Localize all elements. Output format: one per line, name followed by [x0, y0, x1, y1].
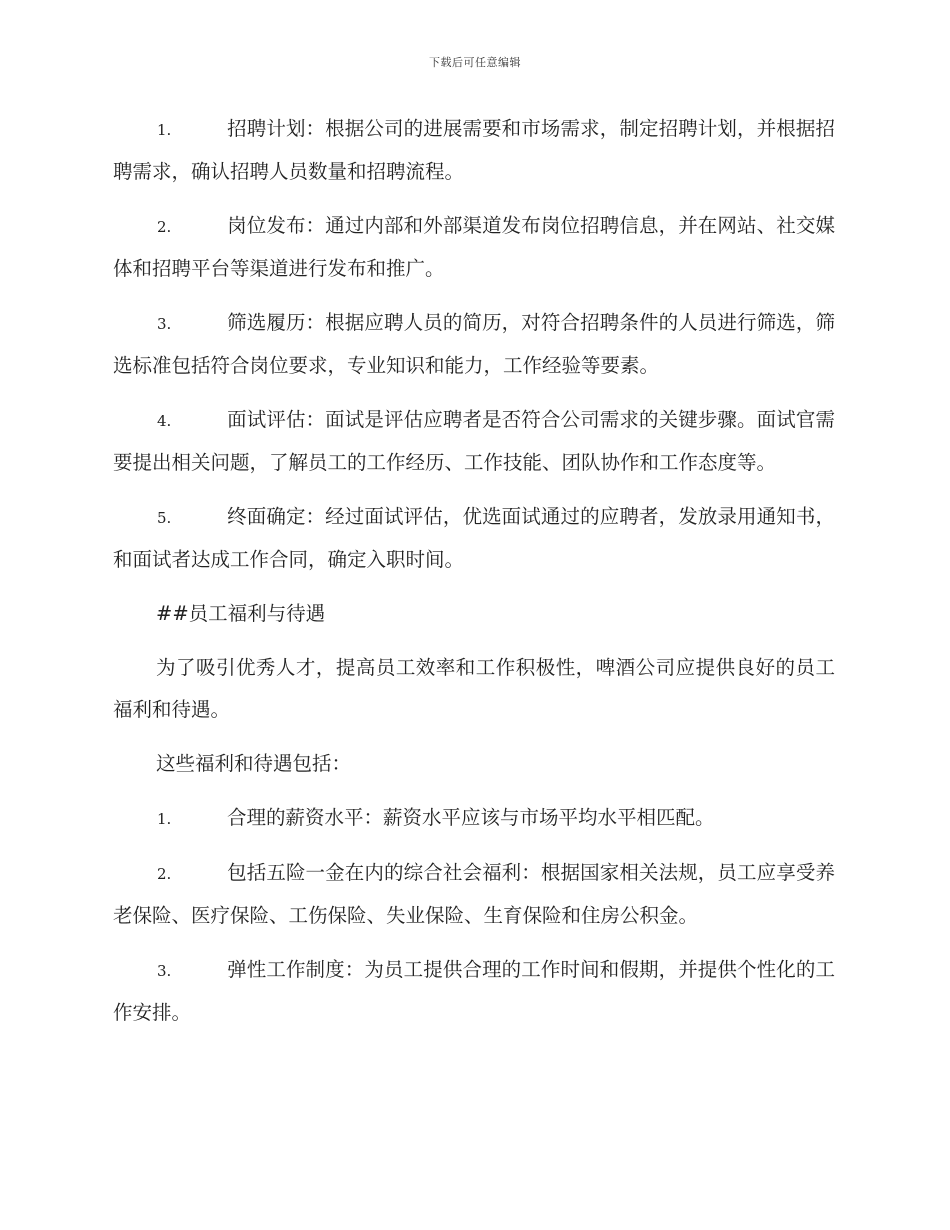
- intro-paragraph: 为了吸引优秀人才，提高员工效率和工作积极性，啤酒公司应提供良好的员工福利和待遇。: [113, 656, 835, 721]
- list-item-text: 包括五险一金在内的综合社会福利：根据国家相关法规，员工应享受养老保险、医疗保险、工伤保险、失业保险、生育保险和住房公积金。: [113, 861, 835, 927]
- list-item-text: 筛选履历：根据应聘人员的简历，对符合招聘条件的人员进行筛选，筛选标准包括符合岗位要求，专业知识和能力，工作经验等要素。: [113, 311, 835, 377]
- page-header: 下载后可任意编辑: [429, 56, 521, 69]
- lead-paragraph: 这些福利和待遇包括：: [156, 752, 352, 775]
- list-item-text: 面试评估：面试是评估应聘者是否符合公司需求的关键步骤。面试官需要提出相关问题，了解员工的工作经历、工作技能、团队协作和工作态度等。: [113, 408, 835, 474]
- list-item-job-posting: [113, 205, 835, 290]
- list-number: 3.: [157, 962, 172, 980]
- list-number: 4.: [157, 412, 172, 430]
- document-body: [113, 108, 835, 1046]
- list-item-text: 招聘计划：根据公司的进展需要和市场需求，制定招聘计划，并根据招聘需求，确认招聘人员数量和招聘流程。: [113, 117, 835, 183]
- benefit-item-social-welfare: [113, 852, 835, 937]
- list-number: 5.: [157, 509, 172, 527]
- list-item-recruitment-plan: [113, 108, 835, 193]
- list-item-text: 岗位发布：通过内部和外部渠道发布岗位招聘信息，并在网站、社交媒体和招聘平台等渠道进行发布和推广。: [113, 214, 835, 280]
- section-heading: ##员工福利与待遇: [156, 602, 326, 625]
- list-item-text: 弹性工作制度：为员工提供合理的工作时间和假期，并提供个性化的工作安排。: [113, 958, 835, 1024]
- benefit-item-flexible-work: [113, 949, 835, 1034]
- list-number: 1.: [157, 121, 172, 139]
- benefit-item-salary: [113, 797, 835, 840]
- list-number: 2.: [157, 865, 172, 883]
- list-item-final-interview: [113, 496, 835, 581]
- list-item-interview-evaluation: [113, 399, 835, 484]
- list-number: 1.: [157, 810, 172, 828]
- list-number: 3.: [157, 315, 172, 333]
- list-item-text: 终面确定：经过面试评估，优选面试通过的应聘者，发放录用通知书，和面试者达成工作合同，确定入职时间。: [113, 505, 835, 571]
- list-item-text: 合理的薪资水平：薪资水平应该与市场平均水平相匹配。: [227, 806, 715, 829]
- list-number: 2.: [157, 218, 172, 236]
- list-item-resume-screening: [113, 302, 835, 387]
